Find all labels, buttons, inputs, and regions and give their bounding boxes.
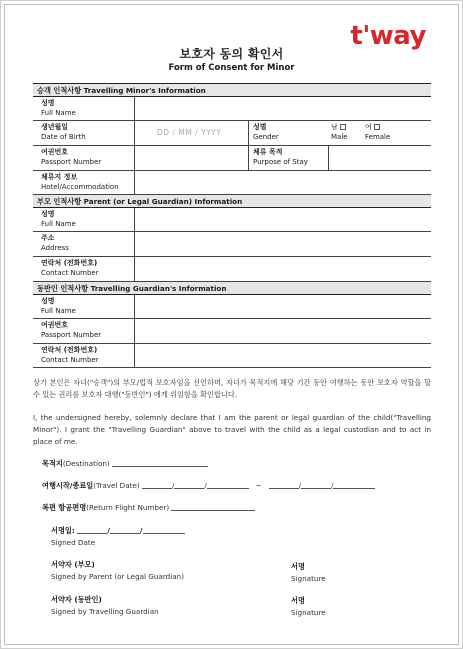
travel-end-month-input[interactable]: [301, 481, 331, 489]
return-flight-line: 복편 항공편명(Return Flight Number): [42, 503, 255, 513]
label-minor-passport: 여권번호 Passport Number: [33, 146, 135, 170]
parent-address-field[interactable]: [135, 232, 431, 256]
section-minor-header: 승객 인적사항 Travelling Minor's Information: [33, 84, 431, 97]
row-minor-name: [33, 97, 431, 121]
guardian-signer-block: 서약자 (동반인) Signed by Travelling Guardian: [51, 595, 159, 616]
male-checkbox[interactable]: [340, 124, 346, 130]
signed-date-block: 서명일: / / Signed Date: [51, 525, 185, 549]
destination-line: 목적지(Destination): [42, 459, 208, 469]
signed-day-input[interactable]: [77, 526, 107, 534]
travel-date-line: 여행시작/종료일(Travel Date) / / ~ / /: [42, 481, 375, 491]
row-parent-name: [33, 208, 431, 232]
label-guardian-contact: 연락처 (전화번호) Contact Number: [33, 344, 135, 367]
guardian-signature-block[interactable]: 서명 Signature: [291, 596, 326, 617]
gender-male-option[interactable]: 남 Male: [331, 123, 348, 141]
signed-year-input[interactable]: [143, 526, 185, 534]
label-guardian-passport: 여권번호 Passport Number: [33, 319, 135, 343]
row-guardian-contact: [33, 344, 431, 368]
travel-end-day-input[interactable]: [269, 481, 299, 489]
dob-placeholder: DD / MM / YYYY: [157, 128, 222, 137]
parent-signer-block: 서약자 (부모) Signed by Parent (or Legal Guardian): [51, 560, 185, 581]
section-parent-header: 부모 인적사항 Parent (or Legal Guardian) Information: [33, 195, 431, 208]
label-minor-gender: 성별 Gender: [253, 123, 279, 141]
label-parent-address: 주소 Address: [33, 232, 135, 256]
row-parent-contact: [33, 257, 431, 282]
travel-start-day-input[interactable]: [142, 481, 172, 489]
label-purpose-of-stay: 체류 목적 Purpose of Stay: [249, 146, 329, 170]
guardian-passport-field[interactable]: [135, 319, 431, 343]
title-english: Form of Consent for Minor: [168, 63, 295, 73]
title-korean: 보호자 동의 확인서: [179, 47, 284, 61]
parent-signature-block[interactable]: 서명 Signature: [291, 562, 326, 583]
row-guardian-name: [33, 295, 431, 319]
guardian-contact-field[interactable]: [135, 344, 431, 367]
row-minor-passport-purpose: [33, 146, 431, 171]
label-guardian-name: 성명 Full Name: [33, 295, 135, 318]
label-minor-name: 성명 Full Name: [33, 97, 135, 120]
parent-contact-field[interactable]: [135, 257, 431, 281]
consent-form-table: [33, 83, 431, 368]
return-flight-input[interactable]: [171, 503, 255, 511]
signed-month-input[interactable]: [110, 526, 140, 534]
tway-logo: t'way: [350, 21, 426, 51]
label-hotel: 체류지 정보 Hotel/Accommodation: [33, 171, 135, 194]
travel-start-year-input[interactable]: [207, 481, 249, 489]
statement-english: I, the undersigned hereby, solemnly declare that I am the parent or legal guardian of the child("Travelling Minor"). I grant the "Travelling Guardian" above to travel with the child as a legal custodian and to act in place of me.: [33, 413, 431, 446]
parent-name-field[interactable]: [135, 208, 431, 231]
label-parent-contact: 연락처 (전화번호) Contact Number: [33, 257, 135, 281]
purpose-of-stay-field[interactable]: [329, 146, 431, 170]
minor-passport-field[interactable]: [135, 146, 249, 170]
destination-input[interactable]: [112, 459, 208, 467]
section-guardian-header: 동반인 인적사항 Travelling Guardian's Information: [33, 282, 431, 295]
female-checkbox[interactable]: [374, 124, 380, 130]
travel-start-month-input[interactable]: [174, 481, 204, 489]
gender-female-option[interactable]: 여 Female: [365, 123, 391, 141]
row-minor-hotel: [33, 171, 431, 195]
row-guardian-passport: [33, 319, 431, 344]
row-parent-address: [33, 232, 431, 257]
minor-gender-options: [329, 121, 431, 145]
minor-name-field[interactable]: [135, 97, 431, 120]
statement-korean: 상기 본인은 자녀("승객")의 부모/법적 보호자임을 선언하며, 자녀가 목적지에 해당 기간 동안 여행하는 동안 보호자 역할을 할 수 있는 권리를 보호자 대행("동반인") 에게 위임함을 확인합니다.: [33, 378, 431, 399]
label-minor-dob: 생년월일 Date of Birth: [33, 121, 135, 145]
guardian-name-field[interactable]: [135, 295, 431, 318]
travel-end-year-input[interactable]: [333, 481, 375, 489]
label-parent-name: 성명 Full Name: [33, 208, 135, 231]
row-minor-dob-gender: [33, 121, 431, 146]
hotel-field[interactable]: [135, 171, 431, 194]
minor-dob-field[interactable]: [135, 121, 249, 145]
